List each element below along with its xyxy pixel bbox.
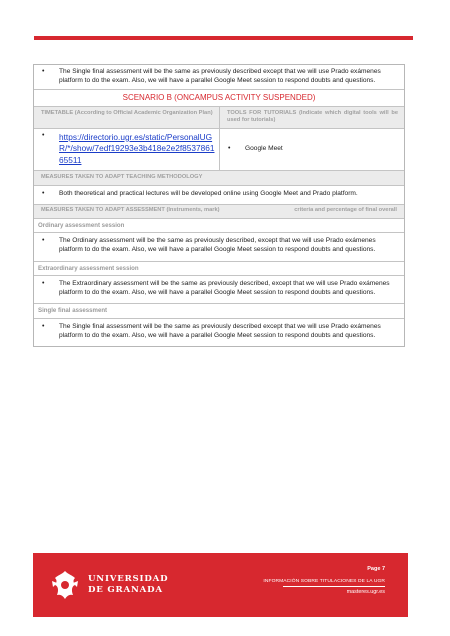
footer-website[interactable]: masteres.ugr.es: [346, 589, 385, 595]
tools-header: TOOLS FOR TUTORIALS (Indicate which digital tools will be used for tutorials): [219, 107, 404, 127]
top-note-item: • The Single final assessment will be the same as previously described except that we will use Prado exámenes platform to do the exam. Also, we will have a parallel Google Meet session to respond doubts and questions.: [34, 68, 396, 85]
timetable-tools-row: [34, 129, 404, 172]
extraordinary-title: Extraordinary assessment session: [34, 262, 404, 277]
assessment-header-right: criteria and percentage of final overall: [294, 207, 397, 214]
university-line-2: DE GRANADA: [88, 585, 163, 595]
teaching-row: [34, 186, 404, 206]
scenario-title: SCENARIO B (ONCAMPUS ACTIVITY SUSPENDED): [34, 90, 404, 107]
single-title: Single final assessment: [34, 304, 404, 319]
timetable-tools-header: [34, 107, 404, 128]
university-line-1: UNIVERSIDAD: [88, 574, 169, 584]
single-row: [34, 319, 404, 346]
assessment-header-left: MEASURES TAKEN TO ADAPT ASSESSMENT (Instruments, mark): [41, 207, 220, 214]
header-rule: [34, 36, 413, 40]
ordinary-row: [34, 233, 404, 261]
teaching-text: • Both theoretical and practical lectures will be developed online using Google Meet and Prado platform.: [34, 190, 394, 199]
footer-banner: [33, 553, 408, 617]
teaching-header: MEASURES TAKEN TO ADAPT TEACHING METHODOLOGY: [34, 171, 404, 185]
extraordinary-row: [34, 276, 404, 304]
timetable-header: TIMETABLE (According to Official Academic Organization Plan): [41, 110, 213, 117]
tools-value: • Google Meet: [220, 145, 400, 154]
timetable-link[interactable]: https://directorio.ugr.es/static/PersonalUGR/*/show/7edf19293e3b418e2e2f853786165511: [59, 131, 215, 165]
footer-info-line: INFORMACIÓN SOBRE TITULACIONES DE LA UGR: [263, 579, 385, 584]
top-note-row: [34, 65, 404, 90]
single-text: • The Single final assessment will be the same as previously described except that we will use Prado exámenes platform to do the exam. Also, we will have a parallel Google Meet session to respond doubts and questions.: [34, 323, 394, 340]
ordinary-text: • The Ordinary assessment will be the same as previously described, except that we will use Prado exámenes platform to do the exam. Also, we will have a parallel Google Meet session to respond doubts and questions.: [34, 237, 394, 254]
footer-underline: [283, 586, 385, 587]
extraordinary-text: • The Extraordinary assessment will be the same as previously described, except that we will use Prado exámenes platform to do the exam. Also, we will have a parallel Google Meet session to respond doubts and questions.: [34, 280, 394, 297]
assessment-header: [34, 205, 404, 218]
university-name: [88, 574, 168, 596]
guide-table: [33, 64, 405, 347]
ordinary-title: Ordinary assessment session: [34, 219, 404, 234]
university-crest-icon: [49, 569, 81, 601]
tools-cell: [219, 129, 404, 171]
timetable-cell: [34, 129, 219, 171]
page-number: Page 7: [367, 566, 385, 572]
